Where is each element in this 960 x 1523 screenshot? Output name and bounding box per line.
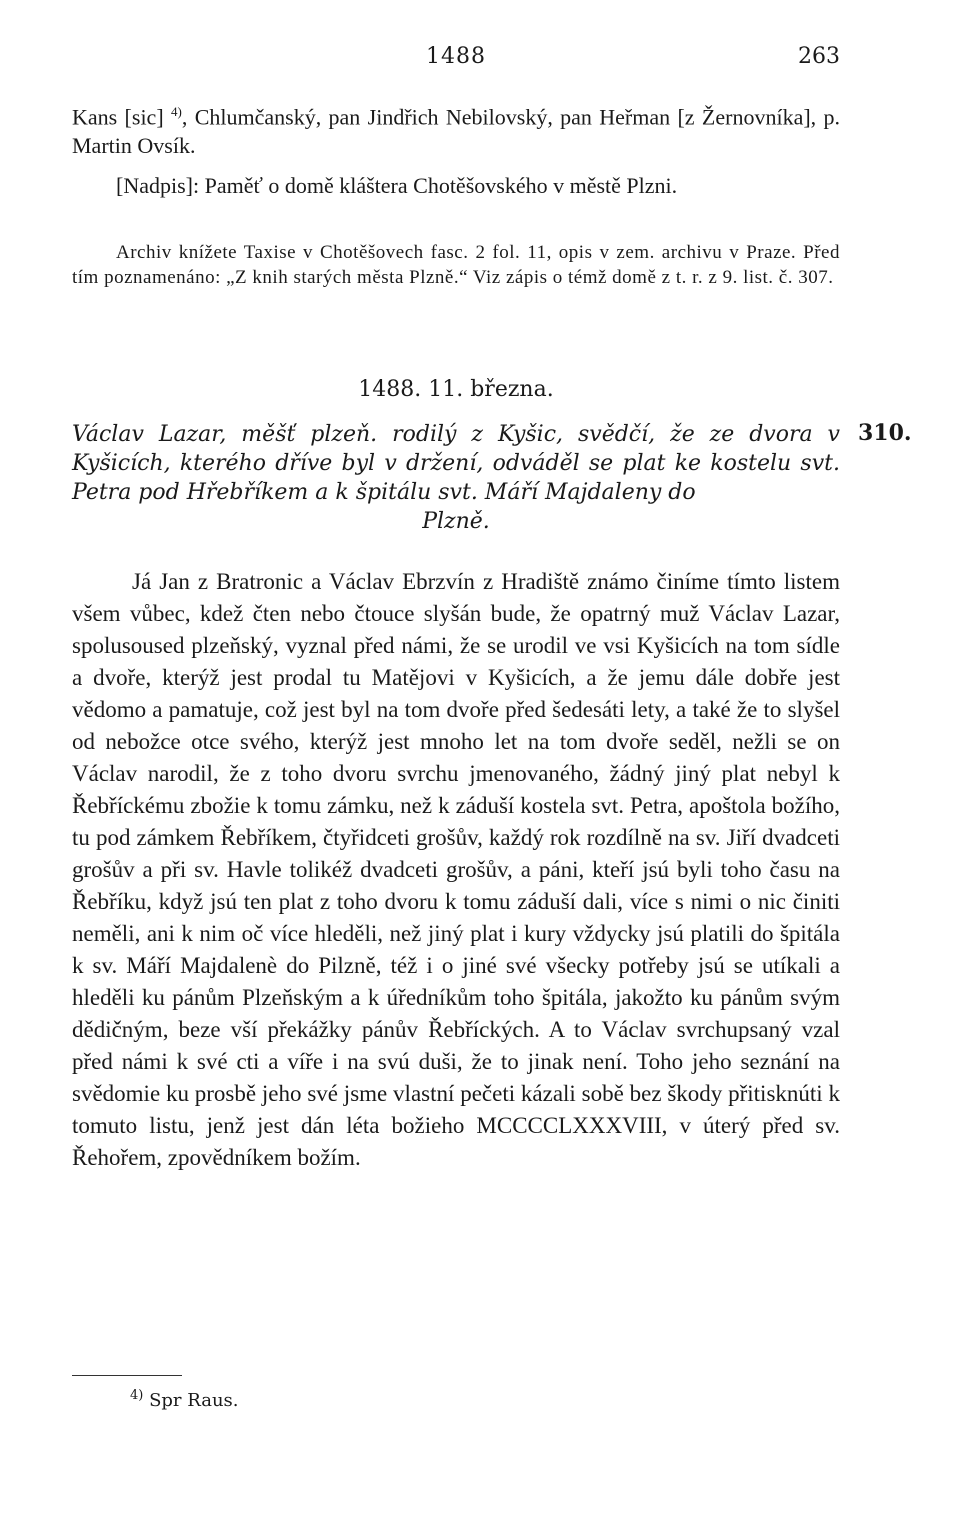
document-text: Já Jan z Bratronic a Václav Ebrzvín z Hradiště známo činíme tímto listem všem vůbec, kdež čten nebo čtouce slyšán bude, že opatrný muž Václav Lazar, spolusoused plzeňský, vyznal před námi, že se urodil ve vsi Kyšicích na tom sídle a dvoře, kterýž jest prodal tu Matějovi v Kyšicích, a že jemu dále dobře jest vědomo a pamatuje, což jest byl na tom dvoře před šedesáti lety, a také že to slyšel od nebožce otce svého, kterýž jest mnoho let na tom dvoře seděl, nežli se on Václav narodil, že z toho dvoru svrchu jmenovaného, žádný jiný plat nebyl k Řebříckému zbožie k tomu zámku, než k záduší kostela svt. Petra, apoštola božího, tu pod zámkem Řebříkem, čtyřidceti grošův, každý rok rozdílně na sv. Jiří dvadceti grošův a při sv. Havle tolikéž dvadceti grošův, a páni, kteří jsú byli toho času na Řebříku, když jsú ten plat z toho dvoru k tomu záduší dali, více s nimi o nic činiti neměli, ani k nim oč více hleděli, než jiný plat i kury vždycky jsú platili do špitála k sv. Máří Majdalenè do Pilzně, též i o jiné své všecky potřeby jsú se utíkali a hleděli ku pánům Plzeňským a k úředníkům toho špitála, jakožto ku pánům svým dědičným, beze vší překážky pánův Řebříckých. A to Václav svrchupsaný vzal před námi k své cti a víře i na svú duši, že to jinak není. Toho jeho seznání na svědomie ku prosbě jeho své jsme vlastní pečeti kázali sobě bez škody přitisknúti k tomuto listu, jenž jest dán léta božieho MCCCCLXXXVIII, v úterý před sv. Řehořem, zpovědníkem božím. (72, 569, 840, 1170)
footnote-divider (72, 1375, 182, 1376)
regest-last-line: Plzně. (422, 509, 490, 534)
document-body (72, 566, 840, 1174)
page-number: 263 (798, 44, 840, 69)
witnesses-text: Kans [sic] (72, 104, 172, 130)
witnesses-rest: , Chlumčanský, pan Jindřich Nebilovský, pan Heřman [z Žernovníka], p. Martin Ovsík. (72, 104, 841, 159)
document-regest (72, 420, 840, 536)
previous-document-source: Archiv knížete Taxise v Chotěšovech fasc. 2 fol. 11, opis v zem. archivu v Praze. Před tím poznamenáno: „Z knih starých města Plzně.“ Viz zápis o témž domě z t. r. z 9. list. č. 307. (72, 242, 840, 288)
document-number: 310. (858, 420, 912, 446)
running-head (72, 44, 840, 74)
footnote (130, 1388, 239, 1411)
previous-document-heading: [Nadpis]: Paměť o domě kláštera Chotěšovského v městě Plzni. (116, 173, 678, 198)
footnote-reference: 4) (171, 104, 182, 119)
footnote-text: Spr Raus. (143, 1390, 239, 1411)
running-year: 1488 (426, 44, 486, 69)
document-date: 1488. 11. března. (358, 377, 554, 402)
regest-text: Václav Lazar, měšť plzeň. rodilý z Kyšic, svědčí, že ze dvora v Kyšicích, kterého dříve byl v držení, odváděl se plat ke kostelu svt. Petra pod Hřebříkem a k špitálu svt. Máří Majdaleny do (72, 422, 840, 505)
footnote-mark: 4) (130, 1388, 144, 1403)
previous-document-witnesses (72, 97, 840, 160)
